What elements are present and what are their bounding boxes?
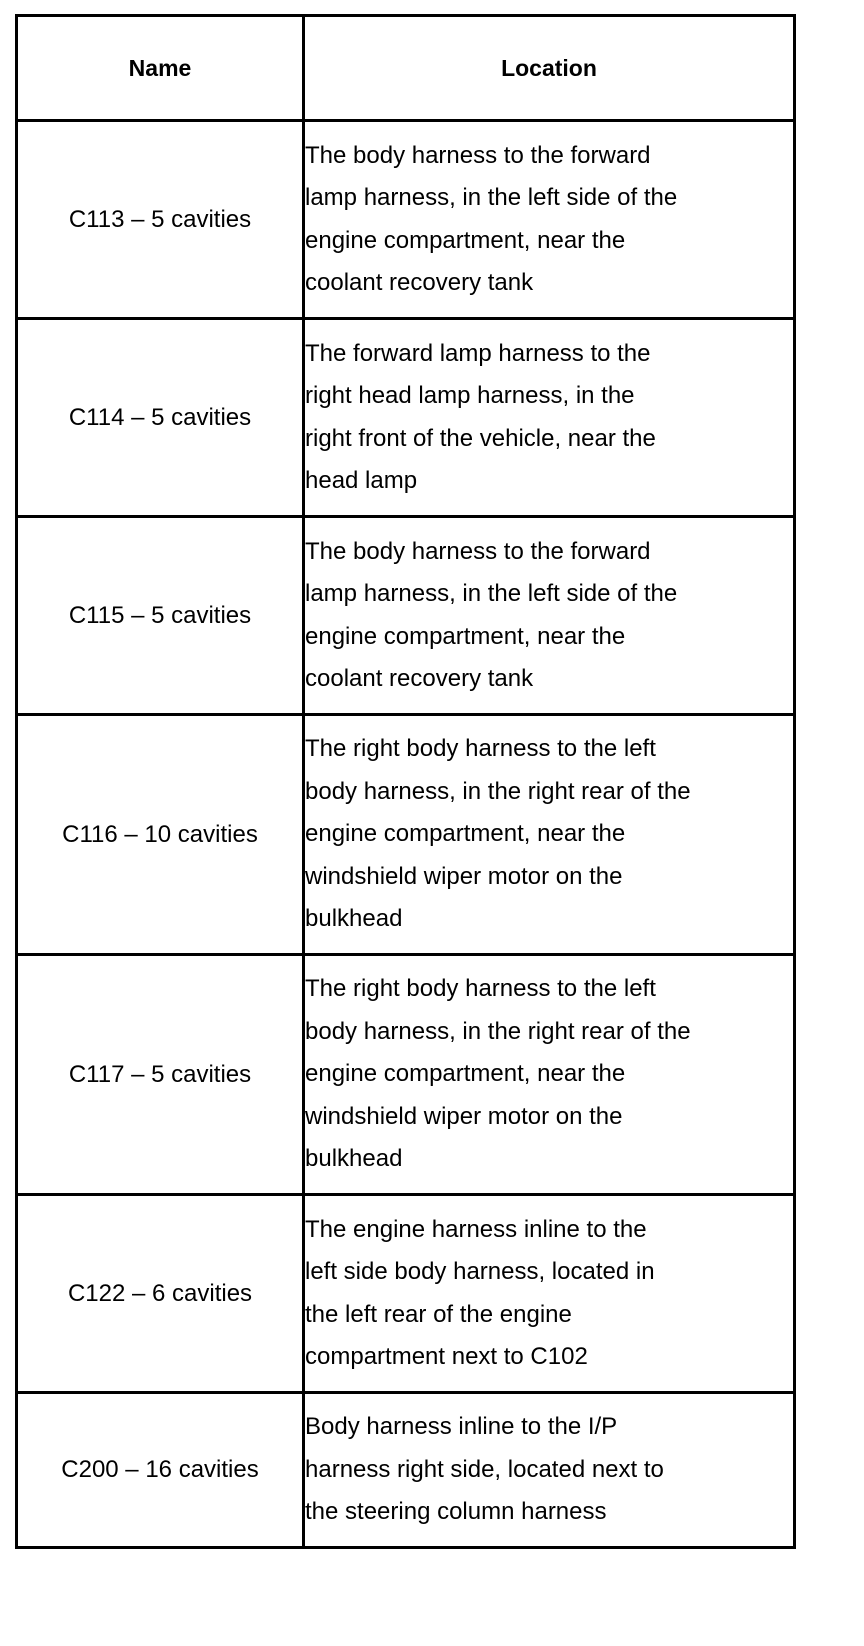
connector-location — [304, 319, 795, 517]
location-line: right head lamp harness, in the — [305, 382, 635, 410]
connector-name: C116 – 10 cavities — [17, 715, 304, 955]
header-name: Name — [17, 16, 304, 121]
location-line: The engine harness inline to the — [305, 1215, 647, 1243]
table-row — [17, 955, 795, 1195]
location-line: the steering column harness — [305, 1498, 607, 1526]
location-line: The forward lamp harness to the — [305, 339, 651, 367]
table-row — [17, 1195, 795, 1393]
location-line: The body harness to the forward — [305, 537, 651, 565]
location-line: engine compartment, near the — [305, 820, 626, 848]
connector-name: C122 – 6 cavities — [17, 1195, 304, 1393]
location-line: coolant recovery tank — [305, 268, 534, 296]
connector-location — [304, 715, 795, 955]
location-line: body harness, in the right rear of the — [305, 777, 691, 805]
location-line: windshield wiper motor on the — [305, 1102, 623, 1130]
connector-location — [304, 955, 795, 1195]
location-line: lamp harness, in the left side of the — [305, 184, 678, 212]
location-line: windshield wiper motor on the — [305, 862, 623, 890]
table-row — [17, 121, 795, 319]
connector-name: C113 – 5 cavities — [17, 121, 304, 319]
table-row — [17, 715, 795, 955]
table-header-row — [17, 16, 795, 121]
location-line: The right body harness to the left — [305, 975, 656, 1003]
location-line: engine compartment, near the — [305, 226, 626, 254]
location-line: head lamp — [305, 466, 418, 494]
location-line: bulkhead — [305, 1145, 403, 1173]
location-line: right front of the vehicle, near the — [305, 424, 656, 452]
table-row — [17, 517, 795, 715]
connector-location — [304, 1195, 795, 1393]
connector-name: C117 – 5 cavities — [17, 955, 304, 1195]
header-location: Location — [304, 16, 795, 121]
location-line: engine compartment, near the — [305, 622, 626, 650]
connector-location — [304, 517, 795, 715]
location-line: Body harness inline to the I/P — [305, 1413, 618, 1441]
connector-location — [304, 121, 795, 319]
table-row — [17, 319, 795, 517]
location-line: bulkhead — [305, 905, 403, 933]
connector-name: C200 – 16 cavities — [17, 1393, 304, 1548]
location-line: The body harness to the forward — [305, 141, 651, 169]
table-row — [17, 1393, 795, 1548]
location-line: body harness, in the right rear of the — [305, 1017, 691, 1045]
location-line: compartment next to C102 — [305, 1342, 588, 1370]
location-line: harness right side, located next to — [305, 1455, 664, 1483]
connector-name: C115 – 5 cavities — [17, 517, 304, 715]
connector-name: C114 – 5 cavities — [17, 319, 304, 517]
connector-location-table — [15, 14, 796, 1549]
location-line: The right body harness to the left — [305, 735, 656, 763]
location-line: coolant recovery tank — [305, 664, 534, 692]
connector-location — [304, 1393, 795, 1548]
location-line: lamp harness, in the left side of the — [305, 580, 678, 608]
location-line: left side body harness, located in — [305, 1258, 655, 1286]
location-line: engine compartment, near the — [305, 1060, 626, 1088]
location-line: the left rear of the engine — [305, 1300, 572, 1328]
